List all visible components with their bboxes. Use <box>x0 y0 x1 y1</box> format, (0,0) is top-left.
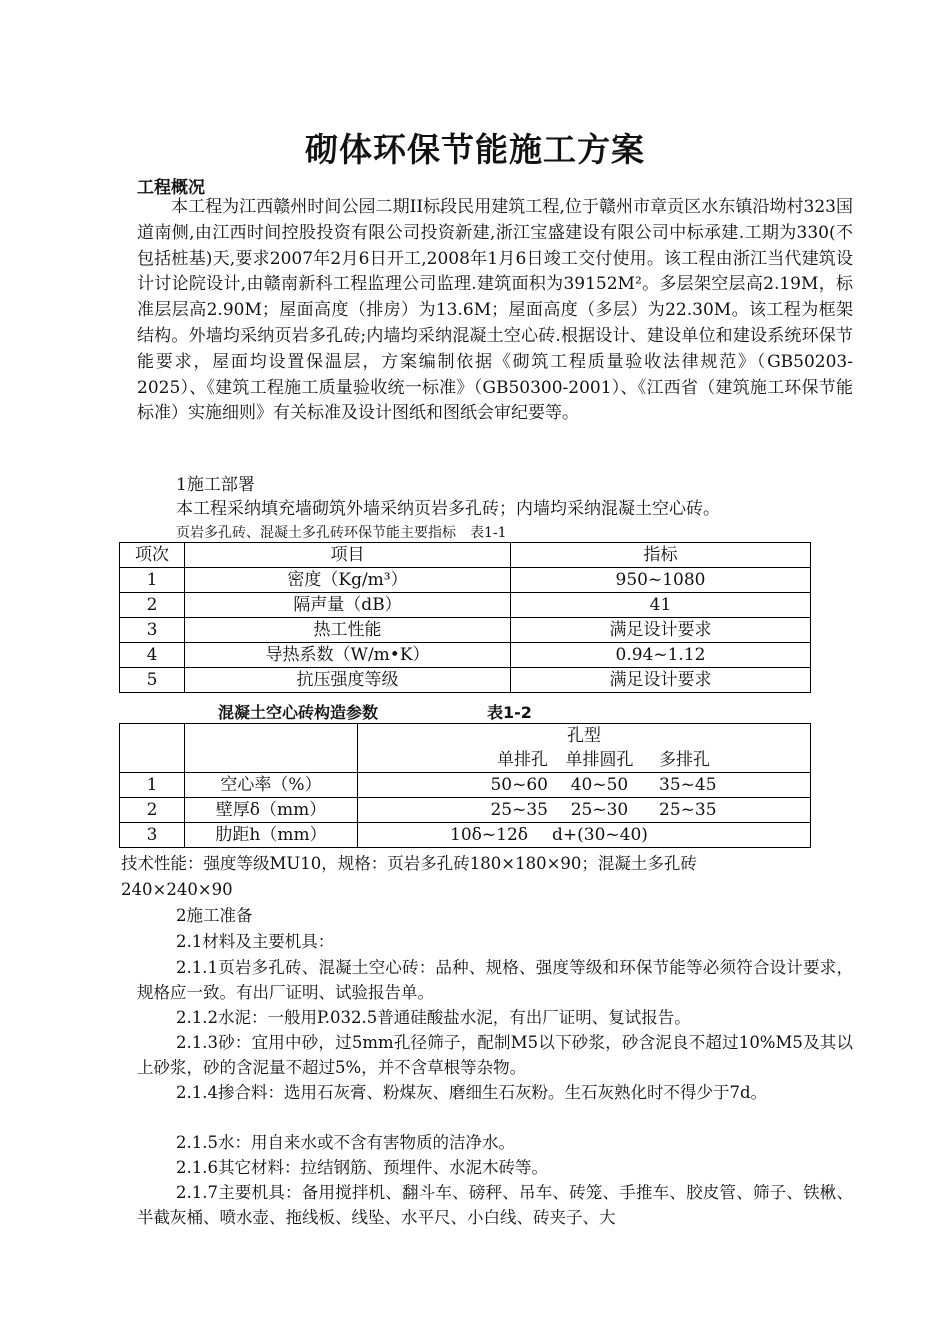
table-cell: 肋距h（mm） <box>185 823 358 848</box>
table-row <box>120 668 811 693</box>
table-cell: 2 <box>120 798 185 823</box>
table-cell: 5 <box>120 668 185 693</box>
table-cell: 导热系数（W/m•K） <box>185 643 511 668</box>
table-cell: 隔声量（dB） <box>185 593 511 618</box>
list-item: 2.1.5水：用自来水或不含有害物质的洁净水。 <box>176 1133 515 1152</box>
table-cell: 满足设计要求 <box>511 618 811 643</box>
table-cell: 3 <box>120 618 185 643</box>
table-header-cell: 项目 <box>185 543 511 568</box>
table-1 <box>119 542 811 693</box>
table-cell: 0.94~1.12 <box>511 643 811 668</box>
table-header-cell: 项次 <box>120 543 185 568</box>
list-item: 2.1.6其它材料：拉结钢筋、预埋件、水泥木砖等。 <box>176 1158 548 1177</box>
table-cell: 密度（Kg/m³） <box>185 568 511 593</box>
section-2-1-heading: 2.1材料及主要机具： <box>176 932 335 951</box>
table-2-caption: 混凝土空心砖构造参数 <box>218 703 379 722</box>
table-cell: d+(30~40) <box>552 823 811 848</box>
list-item: 2.1.1页岩多孔砖、混凝土空心砖：品种、规格、强度等级和环保节能等必须符合设计要求，规格应一致。有出厂证明、试验报告单。 <box>137 958 853 1002</box>
table-cell: 40~50 <box>552 773 647 798</box>
table-cell: 25~35 <box>647 798 811 823</box>
table-cell: 1 <box>120 568 185 593</box>
list-item: 2.1.2水泥：一般用P.032.5普通硅酸盐水泥，有出厂证明、复试报告。 <box>176 1008 691 1027</box>
overview-paragraph: 本工程为江西赣州时间公园二期II标段民用建筑工程,位于赣州市章贡区水东镇沿坳村323国道南侧,由江西时间控股投资有限公司投资新建,浙江宝盛建设有限公司中标承建.工期为330(不包括桩基)天,要求2007年2月6日开工,2008年1月6日竣工交付使用。该工程由浙江当代建筑设计讨论院设计,由赣南新科工程监理公司监理.建筑面积为39152M²。多层架空层高2.19M，标准层层高2.90M；屋面高度（排房）为13.6M；屋面高度（多层）为22.30M。该工程为框架结构。外墙均采纳页岩多孔砖;内墙均采纳混凝土空心砖.根据设计、建设单位和建设系统环保节能要求，屋面均设置保温层，方案编制依据《砌筑工程质量验收法律规范》（GB50203-2025）、《建筑工程施工质量验收统一标准》（GB50300-2001）、《江西省（建筑施工环保节能标准）实施细则》有关标准及设计图纸和图纸会审纪要等。 <box>137 197 853 424</box>
table-row <box>120 823 811 848</box>
table-cell: 空心率（%） <box>185 773 358 798</box>
section-1-heading: 1施工部署 <box>176 475 255 495</box>
table-cell: 抗压强度等级 <box>185 668 511 693</box>
table-cell: 25~35 <box>358 798 553 823</box>
table-1-caption: 页岩多孔砖、混凝土多孔砖环保节能主要指标 表1-1 <box>176 525 507 541</box>
table-cell: 50~60 <box>358 773 553 798</box>
table-row <box>120 773 811 798</box>
table-cell: 41 <box>511 593 811 618</box>
table-cell: 3 <box>120 823 185 848</box>
table-cell: 35~45 <box>647 773 811 798</box>
table-cell: 2 <box>120 593 185 618</box>
tech-line-2: 240×240×90 <box>121 880 233 899</box>
table-header-row <box>120 724 811 749</box>
table-cell: 25~30 <box>552 798 647 823</box>
table-cell: 4 <box>120 643 185 668</box>
list-item: 2.1.3砂：宜用中砂，过5mm孔径筛子，配制M5以下砂浆，砂含泥良不超过10%M5及其以上砂浆，砂的含泥量不超过5%，并不含草根等杂物。 <box>137 1033 853 1077</box>
page-title: 砌体环保节能施工方案 <box>305 130 645 169</box>
table-row <box>120 618 811 643</box>
section-2-heading: 2施工准备 <box>176 906 253 925</box>
table-2 <box>119 723 811 848</box>
subheader-multi-row: 多排孔 <box>647 748 811 773</box>
table-cell: 950~1080 <box>511 568 811 593</box>
tech-line-1: 技术性能：强度等级MU10，规格：页岩多孔砖180×180×90；混凝土多孔砖 <box>121 854 697 873</box>
table-cell: 1 <box>120 773 185 798</box>
list-item: 2.1.4掺合料：选用石灰膏、粉煤灰、磨细生石灰粉。生石灰熟化时不得少于7d。 <box>176 1083 768 1102</box>
table-row <box>120 593 811 618</box>
table-2-number: 表1-2 <box>487 703 532 722</box>
table-cell: 热工性能 <box>185 618 511 643</box>
subheader-single-round: 单排圆孔 <box>565 750 634 770</box>
section-1-text: 本工程采纳填充墙砌筑外墙采纳页岩多孔砖；内墙均采纳混凝土空心砖。 <box>176 499 720 519</box>
table-row <box>120 643 811 668</box>
table-header-row <box>120 543 811 568</box>
table-header-cell: 指标 <box>511 543 811 568</box>
table-cell: 满足设计要求 <box>511 668 811 693</box>
table-row <box>120 798 811 823</box>
list-item: 2.1.7主要机具：备用搅拌机、翻斗车、磅秤、吊车、砖笼、手推车、胶皮管、筛子、铁楸、半截灰桶、喷水壶、拖线板、线坠、水平尺、小白线、砖夹子、大 <box>137 1183 853 1227</box>
table-cell: 10δ~12δ <box>358 823 553 848</box>
subheader-single-row: 单排孔 <box>497 750 548 770</box>
overview-heading: 工程概况 <box>137 178 205 198</box>
table-cell: 壁厚δ（mm） <box>185 798 358 823</box>
table-row <box>120 568 811 593</box>
hole-type-header: 孔型 <box>358 724 811 749</box>
